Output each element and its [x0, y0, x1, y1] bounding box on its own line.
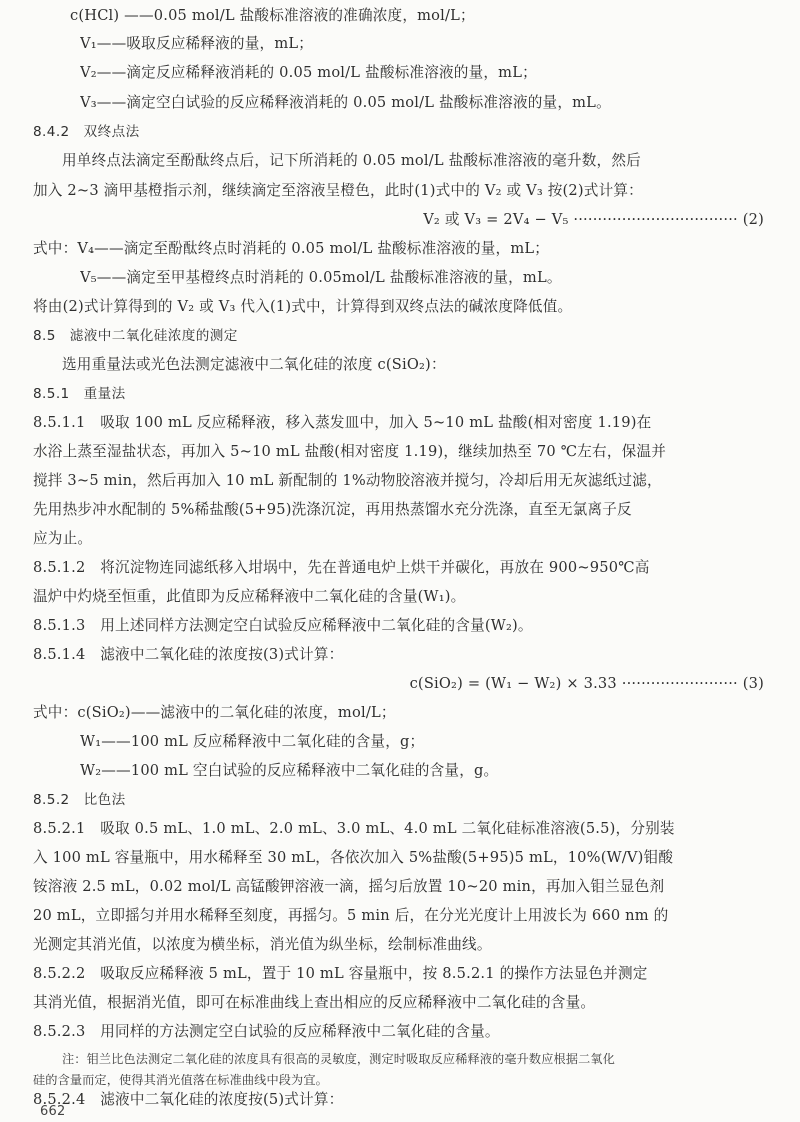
definition-v3: V₃——滴定空白试验的反应稀释液消耗的 0.05 mol/L 盐酸标准溶液的量，mL。	[80, 94, 611, 111]
definition-c-sio2: 式中：c(SiO₂)——滤液中的二氧化硅的浓度，mol/L；	[33, 704, 396, 721]
paragraph-line: 8.5.2.1 吸取 0.5 mL、1.0 mL、2.0 mL、3.0 mL、4.0 mL 二氧化硅标准溶液(5.5)，分别装	[33, 820, 675, 837]
paragraph-line: 20 mL，立即摇匀并用水稀释至刻度，再摇匀。5 min 后，在分光光度计上用波长为 660 nm 的	[33, 907, 669, 924]
note-line: 注：钼兰比色法测定二氧化硅的浓度具有很高的灵敏度，测定时吸取反应稀释液的毫升数应根据二氧化	[62, 1052, 615, 1066]
paragraph-line: 8.5.1.4 滤液中二氧化硅的浓度按(3)式计算：	[33, 646, 344, 663]
definition-v2: V₂——滴定反应稀释液消耗的 0.05 mol/L 盐酸标准溶液的量，mL；	[80, 64, 537, 81]
paragraph-line: 搅拌 3~5 min，然后再加入 10 mL 新配制的 1%动物胶溶液并搅匀，冷却后用无灰滤纸过滤，	[33, 472, 662, 489]
paragraph-line: 水浴上蒸至湿盐状态，再加入 5~10 mL 盐酸(相对密度 1.19)，继续加热至 70 ℃左右，保温并	[33, 443, 667, 460]
page-number: 662	[40, 1104, 66, 1119]
paragraph-line: 加入 2~3 滴甲基橙指示剂，继续滴定至溶液呈橙色，此时(1)式中的 V₂ 或 V₃ 按(2)式计算：	[33, 182, 643, 199]
definition-v4: 式中：V₄——滴定至酚酞终点时消耗的 0.05 mol/L 盐酸标准溶液的量，mL；	[33, 240, 550, 257]
paragraph-line: 用单终点法滴定至酚酞终点后，记下所消耗的 0.05 mol/L 盐酸标准溶液的毫升数，然后	[62, 152, 641, 169]
definition-v5: V₅——滴定至甲基橙终点时消耗的 0.05mol/L 盐酸标准溶液的量，mL。	[80, 269, 562, 286]
paragraph-line: 光测定其消光值，以浓度为横坐标，消光值为纵坐标，绘制标准曲线。	[33, 936, 492, 953]
paragraph-line: 温炉中灼烧至恒重，此值即为反应稀释液中二氧化硅的含量(W₁)。	[33, 588, 466, 605]
paragraph-line: 8.5.2.4 滤液中二氧化硅的浓度按(5)式计算：	[33, 1091, 344, 1108]
equation-2: V₂ 或 V₃ = 2V₄ − V₅ ·································· (2)	[423, 211, 764, 228]
paragraph-line: 入 100 mL 容量瓶中，用水稀释至 30 mL，各依次加入 5%盐酸(5+95)5 mL，10%(W/V)钼酸	[33, 849, 674, 866]
section-heading-8-4-2: 8.4.2 双终点法	[33, 124, 140, 140]
equation-3: c(SiO₂) = (W₁ − W₂) × 3.33 ························ (3)	[409, 675, 764, 692]
paragraph-line: 先用热步冲水配制的 5%稀盐酸(5+95)洗涤沉淀，再用热蒸馏水充分洗涤，直至无氯离子反	[33, 501, 632, 518]
definition-v1: V₁——吸取反应稀释液的量，mL；	[80, 35, 314, 52]
paragraph-line: 将由(2)式计算得到的 V₂ 或 V₃ 代入(1)式中，计算得到双终点法的碱浓度降低值。	[33, 298, 573, 315]
paragraph-line: 其消光值，根据消光值，即可在标准曲线上查出相应的反应稀释液中二氧化硅的含量。	[33, 994, 596, 1011]
paragraph-line: 8.5.1.1 吸取 100 mL 反应稀释液，移入蒸发皿中，加入 5~10 mL 盐酸(相对密度 1.19)在	[33, 414, 652, 431]
paragraph-line: 铵溶液 2.5 mL，0.02 mol/L 高锰酸钾溶液一滴，摇匀后放置 10~20 min，再加入钼兰显色剂	[33, 878, 665, 895]
paragraph-line: 选用重量法或光色法测定滤液中二氧化硅的浓度 c(SiO₂)：	[62, 356, 446, 373]
section-heading-8-5-2: 8.5.2 比色法	[33, 792, 126, 808]
section-heading-8-5-1: 8.5.1 重量法	[33, 386, 126, 402]
section-heading-8-5: 8.5 滤液中二氧化硅浓度的测定	[33, 328, 238, 344]
note-line: 硅的含量而定，使得其消光值落在标准曲线中段为宜。	[33, 1073, 328, 1087]
paragraph-line: 应为止。	[33, 530, 93, 547]
paragraph-line: 8.5.1.3 用上述同样方法测定空白试验反应稀释液中二氧化硅的含量(W₂)。	[33, 617, 533, 634]
definition-c-hcl: c(HCl) ——0.05 mol/L 盐酸标准溶液的准确浓度，mol/L；	[70, 7, 475, 24]
paragraph-line: 8.5.1.2 将沉淀物连同滤纸移入坩埚中，先在普通电炉上烘干并碳化，再放在 900~950℃高	[33, 559, 650, 576]
definition-w1: W₁——100 mL 反应稀释液中二氧化硅的含量，g；	[80, 733, 425, 750]
paragraph-line: 8.5.2.2 吸取反应稀释液 5 mL，置于 10 mL 容量瓶中，按 8.5.2.1 的操作方法显色并测定	[33, 965, 648, 982]
definition-w2: W₂——100 mL 空白试验的反应稀释液中二氧化硅的含量，g。	[80, 762, 499, 779]
paragraph-line: 8.5.2.3 用同样的方法测定空白试验的反应稀释液中二氧化硅的含量。	[33, 1023, 500, 1040]
